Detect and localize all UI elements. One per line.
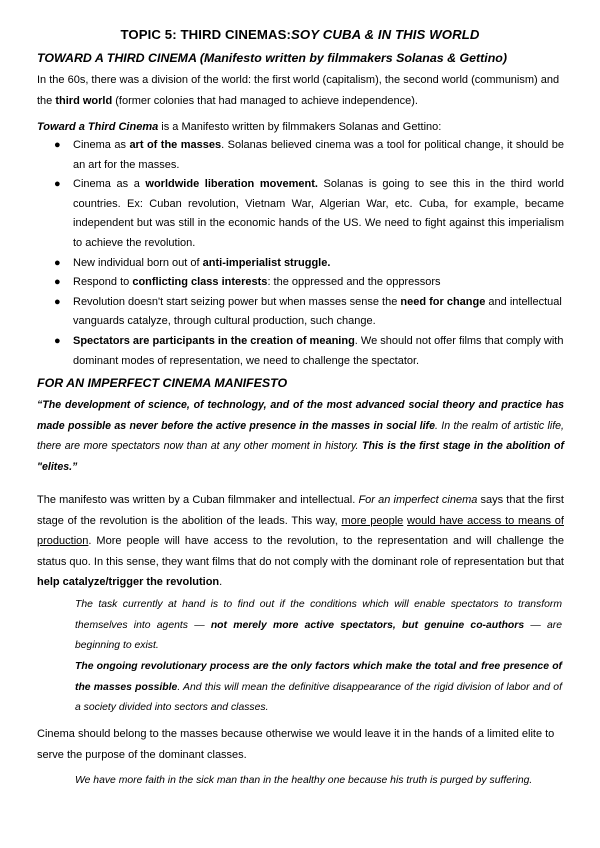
title-prefix: TOPIC 5: THIRD CINEMAS:: [120, 27, 292, 42]
bq-text: . And this will mean the definitive disappearance of the rigid division of labor and of a society divided into sectors and classes.: [75, 681, 562, 713]
page-title: [0, 27, 600, 42]
list-item: [37, 136, 564, 175]
lead-text: is a Manifesto written by filmmakers Solanas and Gettino:: [158, 121, 442, 133]
bullet-icon: ●: [54, 178, 61, 191]
para-text-end: .: [219, 576, 223, 588]
para-bold: help catalyze/trigger the revolution: [37, 576, 220, 588]
item-text: . Solanas believed cinema was a tool for political change, it should be an art for the masses.: [73, 139, 564, 171]
para-underline: would have access to means of production: [37, 514, 564, 547]
item-bold: worldwide liberation movement.: [145, 178, 318, 191]
lead-italic: Toward a Third Cinema: [37, 121, 159, 133]
section-heading-imperfect-cinema: FOR AN IMPERFECT CINEMA MANIFESTO: [37, 376, 288, 390]
blockquote-revolutionary-process: [75, 657, 562, 719]
blockquote-faith: We have more faith in the sick man than in the healthy one because his truth is purged by suffering.: [75, 775, 533, 786]
item-bold: art of the masses: [129, 139, 222, 151]
bullet-icon: ●: [54, 276, 61, 289]
list-item: [37, 293, 564, 332]
item-text: Cinema as: [73, 139, 130, 151]
item-text: . We should not offer films that comply with dominant modes of representation, we need to challenge the spectator.: [73, 334, 564, 367]
manifesto-paragraph: [37, 490, 564, 593]
item-text: Solanas is going to see this in the third world countries. Ex: Cuban revolution, Vietnam War, Algerian War, etc. Cuba, for example, became independent but was still in the economic hands of the US. We need to fight against this imperialism to achieve the revolution.: [73, 178, 564, 249]
manifesto-points-list: [37, 136, 564, 371]
list-item: [37, 273, 564, 293]
bq-bold: not merely more active spectators, but genuine co-authors: [210, 619, 525, 631]
item-text: and intellectual vanguards catalyze, through cultural production, such change.: [73, 295, 562, 328]
item-bold: Spectators are participants in the creation of meaning: [73, 334, 355, 347]
list-item: [37, 332, 564, 371]
item-text: Respond to: [73, 276, 133, 289]
closing-paragraph: Cinema should belong to the masses because otherwise we would leave it in the hands of a limited elite to serve the purpose of the dominant classes.: [37, 728, 555, 761]
para-text: says that the first stage of the revolution is the abolition of the leads. This way,: [37, 494, 564, 527]
intro-text-end: (former colonies that had managed to achieve independence).: [112, 94, 418, 107]
blockquote-task: [75, 595, 562, 657]
intro-paragraph: [37, 70, 564, 111]
item-bold: anti-imperialist struggle.: [202, 256, 331, 269]
title-italic: SOY CUBA & IN THIS WORLD: [291, 27, 480, 42]
intro-text: In the 60s, there was a division of the world: the first world (capitalism), the second world (communism) and the: [37, 74, 560, 107]
bullet-icon: ●: [54, 139, 61, 151]
item-text: : the oppressed and the oppressors: [267, 276, 441, 289]
section-heading-third-cinema: TOWARD A THIRD CINEMA (Manifesto written by filmmakers Solanas & Gettino): [37, 51, 507, 65]
item-text: Cinema as a: [73, 178, 146, 191]
para-text: . More people will have access to the revolution, to the representation and will challenge the status quo. In this sense, they want films that do not comply with the dominant role of representation but that: [37, 535, 564, 568]
bullet-icon: ●: [54, 295, 61, 308]
lead-paragraph: [37, 117, 564, 138]
para-underline: more people: [341, 514, 404, 527]
bq-bold: The ongoing revolutionary process are the only factors which make the total and free presence of the masses possible: [75, 661, 562, 693]
bq-text-end: — are beginning to exist.: [75, 619, 562, 651]
intro-bold: third world: [55, 94, 113, 107]
item-bold: conflicting class interests: [132, 276, 268, 289]
bq-text: The task currently at hand is to find out if the conditions which will enable spectators to transform themselves into agents —: [75, 599, 562, 631]
item-text: New individual born out of: [73, 256, 203, 269]
quote-bold: “The development of science, of technology, and of the most advanced social theory and practice has made possible as never before the active presence in the masses in social life: [37, 399, 564, 432]
item-bold: need for change: [400, 295, 486, 308]
bullet-icon: ●: [54, 256, 61, 269]
list-item: [37, 175, 564, 253]
manifesto-quote: [37, 395, 564, 477]
bullet-icon: ●: [54, 334, 61, 347]
para-text: The manifesto was written by a Cuban filmmaker and intellectual.: [37, 494, 359, 506]
para-italic: For an imperfect cinema: [358, 494, 478, 506]
quote-bold-end: This is the first stage in the abolition of "elites.”: [37, 440, 564, 473]
quote-text: . In the realm of artistic life, there are more spectators now than at any other moment in history.: [37, 419, 564, 452]
item-text: Revolution doesn't start seizing power but when masses sense the: [73, 295, 401, 308]
list-item: [37, 254, 564, 274]
